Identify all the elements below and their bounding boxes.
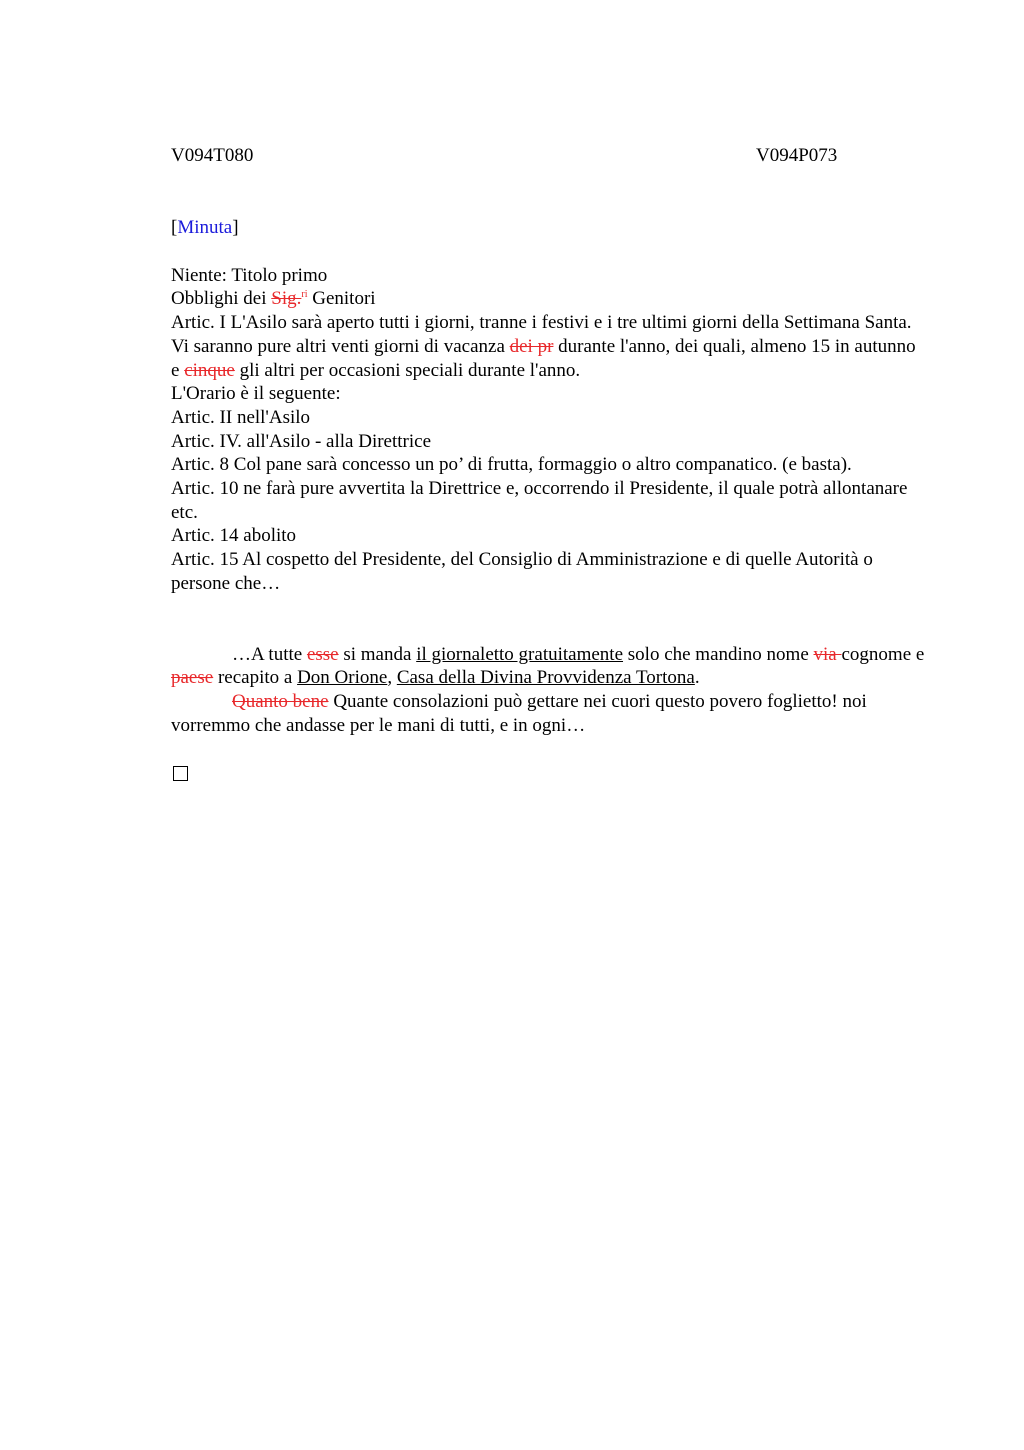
obblighi-line <box>171 287 927 311</box>
p1-e: recapito a <box>213 667 298 689</box>
giornaletto-section <box>171 643 927 738</box>
article-2: Artic. II nell'Asilo <box>171 406 311 428</box>
article-15: Artic. 15 Al cospetto del Presidente, del Consiglio di Amministrazione e di quelle Autorità o persone che… <box>171 549 873 594</box>
deleted-text: via <box>813 643 842 665</box>
deleted-text: cinque <box>184 359 235 381</box>
deleted-text: esse <box>306 643 339 665</box>
p1-a: …A tutte <box>232 643 307 665</box>
bracket-close: ] <box>232 217 239 238</box>
underlined-text: Don Orione <box>297 667 388 689</box>
deleted-text: Sig. <box>271 288 302 310</box>
document-code-right: V094P073 <box>756 145 838 166</box>
article-8: Artic. 8 Col pane sarà concesso un po’ di frutta, formaggio o altro companatico. (e basta). <box>171 454 852 476</box>
obblighi-pre: Obblighi dei <box>171 288 272 310</box>
p1-f: , <box>387 667 397 689</box>
art1-post: gli altri per occasioni speciali durante l'anno. <box>234 359 581 381</box>
underlined-text: il giornaletto gratuitamente <box>416 643 624 665</box>
minuta-text: Minuta <box>177 217 233 238</box>
deleted-text: Quanto bene <box>232 690 329 712</box>
checkbox-square-icon <box>173 766 188 781</box>
document-header <box>171 144 927 170</box>
orario-line: L'Orario è il seguente: <box>171 383 341 405</box>
document-page <box>171 144 927 781</box>
article-10: Artic. 10 ne farà pure avvertita la Direttrice e, occorrendo il Presidente, il quale potrà allontanare etc. <box>171 478 908 523</box>
section-title: Niente: Titolo primo <box>171 264 328 286</box>
p1-b: si manda <box>338 643 417 665</box>
p1-d: cognome e <box>841 643 925 665</box>
deleted-text: dei pr <box>509 335 554 357</box>
p1-c: solo che mandino nome <box>623 643 814 665</box>
regulations-section <box>171 264 927 596</box>
paragraph-2 <box>171 690 927 737</box>
article-1 <box>171 311 927 382</box>
art1-pre: Artic. I L'Asilo sarà aperto tutti i giorni, tranne i festivi e i tre ultimi giorni della Settimana Santa. Vi saranno pure altri venti giorni di vacanza <box>171 312 912 357</box>
minuta-label <box>171 216 927 240</box>
document-code-left: V094T080 <box>171 145 254 166</box>
paragraph-1 <box>171 643 927 690</box>
art1-mid: durante l'anno, dei quali, almeno 15 in autunno e <box>171 335 916 381</box>
deleted-text: paese <box>171 667 214 689</box>
p2-text: Quante consolazioni può gettare nei cuori questo povero foglietto! noi vorremmo che andasse per le mani di tutti, e in ogni… <box>171 690 867 736</box>
article-14: Artic. 14 abolito <box>171 525 297 547</box>
obblighi-post: Genitori <box>307 288 376 310</box>
superscript-mark: ri <box>301 289 308 301</box>
p1-g: . <box>694 667 700 689</box>
underlined-text: Casa della Divina Provvidenza Tortona <box>396 667 695 689</box>
bracket-open: [ <box>171 217 178 238</box>
article-4: Artic. IV. all'Asilo - alla Direttrice <box>171 430 432 452</box>
